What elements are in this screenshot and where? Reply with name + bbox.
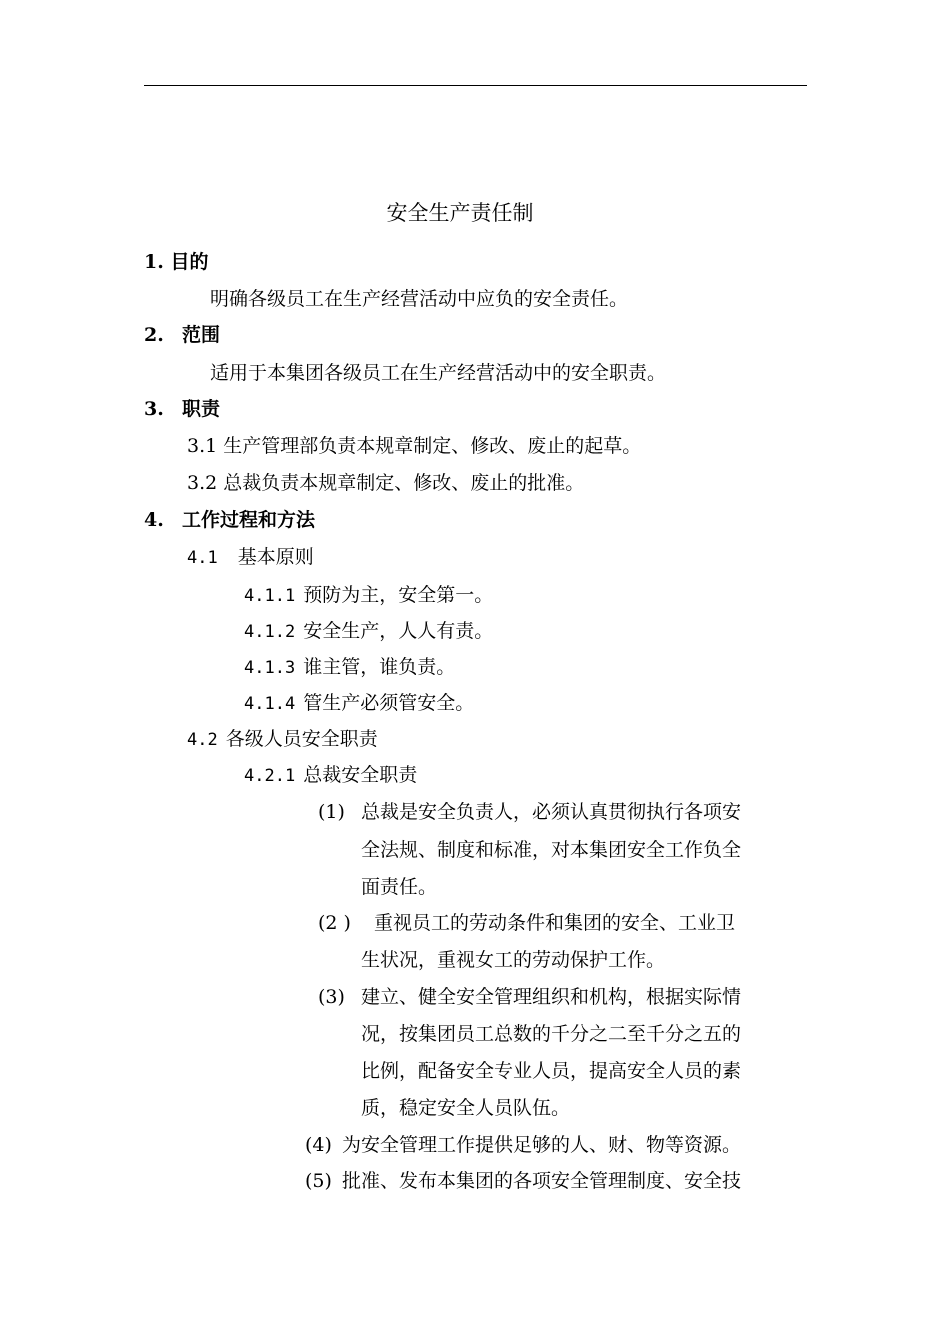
principle-item: 4.1.2 安全生产，人人有责。 (244, 620, 494, 642)
section-1-number: 1. (144, 251, 164, 273)
subsection-4-2-title: 各级人员安全职责 (225, 728, 378, 750)
duty-4-text: 为安全管理工作提供足够的人、财、物等资源。 (341, 1134, 741, 1156)
duty-1-line: 全法规、制度和标准，对本集团安全工作负全 (361, 839, 742, 861)
section-3-item: 3.2 总裁负责本规章制定、修改、废止的批准。 (187, 472, 585, 494)
principle-item: 4.1.1 预防为主，安全第一。 (244, 584, 494, 606)
section-1-title: 目的 (170, 251, 209, 273)
document-title: 安全生产责任制 (386, 201, 534, 225)
principle-item: 4.1.3 谁主管，谁负责。 (244, 656, 456, 678)
section-2-heading (144, 323, 220, 347)
subsection-4-1-title: 基本原则 (237, 546, 314, 568)
subsection-4-2-1 (244, 763, 417, 788)
duty-3-line: 质，稳定安全人员队伍。 (361, 1097, 571, 1119)
section-1-heading (144, 250, 208, 274)
section-4-title: 工作过程和方法 (182, 509, 316, 531)
section-2-body: 适用于本集团各级员工在生产经营活动中的安全职责。 (210, 362, 667, 384)
section-4-heading (144, 508, 315, 532)
section-3-title: 职责 (182, 398, 221, 420)
duty-1-line: 面责任。 (361, 876, 438, 898)
subsection-4-2-1-title: 总裁安全职责 (303, 764, 418, 786)
subsection-4-2 (187, 727, 378, 752)
section-3-number: 3. (144, 398, 164, 420)
subsection-4-1 (187, 545, 314, 570)
duty-4-number: (4) (305, 1134, 332, 1156)
section-2-number: 2. (144, 324, 164, 346)
duty-5-number: (5) (305, 1170, 332, 1192)
duty-5 (305, 1169, 741, 1193)
section-1-body: 明确各级员工在生产经营活动中应负的安全责任。 (210, 288, 629, 310)
duty-5-text: 批准、发布本集团的各项安全管理制度、安全技 (341, 1170, 741, 1192)
duty-3-line: 比例，配备安全专业人员，提高安全人员的素 (361, 1060, 742, 1082)
principle-item: 4.1.4 管生产必须管安全。 (244, 692, 475, 714)
section-4-number: 4. (144, 509, 164, 531)
duty-1-number: (1) (318, 801, 345, 823)
duty-1-line: 总裁是安全负责人，必须认真贯彻执行各项安 (361, 801, 742, 823)
section-3-heading (144, 397, 220, 421)
duty-2-line: 生状况，重视女工的劳动保护工作。 (361, 949, 666, 971)
subsection-4-2-number: 4.2 (187, 730, 218, 750)
duty-3-line: 建立、健全安全管理组织和机构，根据实际情 (361, 986, 742, 1008)
section-3-item: 3.1 生产管理部负责本规章制定、修改、废止的起草。 (187, 435, 642, 457)
duty-3-line: 况，按集团员工总数的千分之二至千分之五的 (361, 1023, 742, 1045)
header-rule (144, 85, 807, 86)
subsection-4-1-number: 4.1 (187, 548, 218, 568)
duty-4 (305, 1133, 741, 1157)
duty-2-number: (2 ) (318, 912, 351, 934)
section-2-title: 范围 (182, 324, 221, 346)
duty-3-number: (3) (318, 986, 345, 1008)
duty-2-line: 重视员工的劳动条件和集团的安全、工业卫 (374, 912, 736, 934)
subsection-4-2-1-number: 4.2.1 (244, 766, 296, 786)
